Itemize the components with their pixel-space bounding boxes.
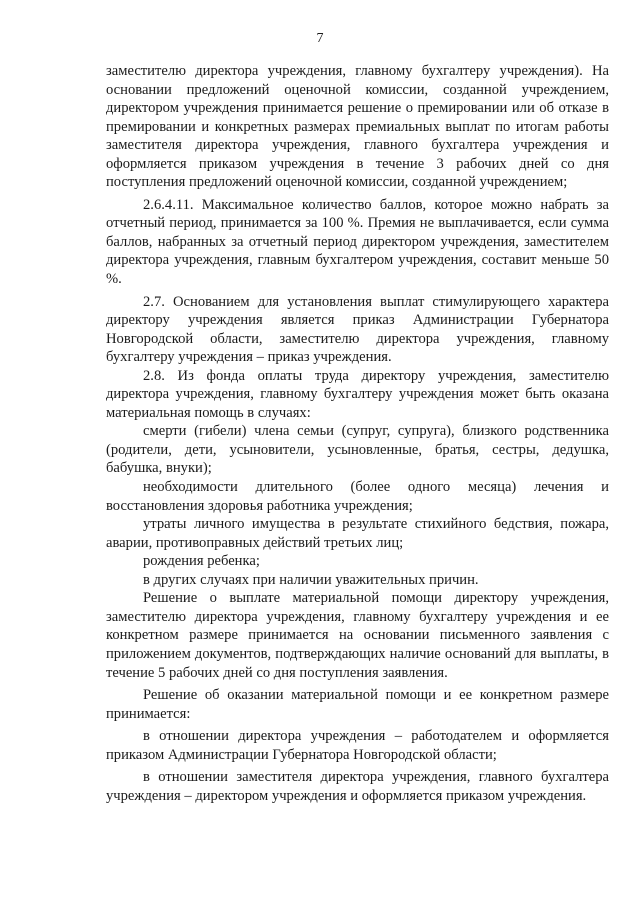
list-item-director: в отношении директора учреждения – работодателем и оформляется приказом Администрации Губернатора Новгородской области; bbox=[106, 728, 609, 763]
paragraph-payment-decision: Решение о выплате материальной помощи директору учреждения, заместителю директора учреждения, главному бухгалтеру учреждения и ее конкретном размере принимается на основании письменного заявления с приложением документов, подтверждающих наличие оснований для выплаты, в течение 5 рабочих дней со дня поступления заявления. bbox=[106, 590, 609, 681]
paragraph-assistance-decision: Решение об оказании материальной помощи и ее конкретном размере принимается: bbox=[106, 687, 609, 722]
paragraph-2-7: 2.7. Основанием для установления выплат стимулирующего характера директору учреждения является приказ Администрации Губернатора Новгородской области, заместителю директора учреждения, главному бухгалтеру учреждения – приказ учреждения. bbox=[106, 293, 609, 366]
list-item-property-loss: утраты личного имущества в результате стихийного бедствия, пожара, аварии, противоправных действий третьих лиц; bbox=[106, 516, 609, 551]
page-number: 7 bbox=[316, 31, 324, 46]
list-item-death: смерти (гибели) члена семьи (супруг, супруга), близкого родственника (родители, дети, усыновители, усыновленные, братья, сестры, дедушка, бабушка, внуки); bbox=[106, 423, 609, 477]
list-item-deputy: в отношении заместителя директора учреждения, главного бухгалтера учреждения – директором учреждения и оформляется приказом учреждения. bbox=[106, 769, 609, 804]
list-item-other: в других случаях при наличии уважительных причин. bbox=[143, 571, 479, 588]
list-item-treatment: необходимости длительного (более одного месяца) лечения и восстановления здоровья работника учреждения; bbox=[106, 479, 609, 514]
paragraph-continuation: заместителю директора учреждения, главному бухгалтеру учреждения). На основании предложений оценочной комиссии, созданной учреждением, директором учреждения принимается решение о премировании или об отказе в премировании и конкретных размерах премиальных выплат по итогам работы заместителя директора учреждения, главного бухгалтера учреждения и оформляется приказом учреждения в течение 3 рабочих дней со дня поступления предложений оценочной комиссии, созданной учреждением; bbox=[106, 63, 609, 191]
list-item-childbirth: рождения ребенка; bbox=[143, 553, 260, 570]
paragraph-2-8: 2.8. Из фонда оплаты труда директору учреждения, заместителю директора учреждения, главному бухгалтеру учреждения может быть оказана материальная помощь в случаях: bbox=[106, 367, 609, 421]
paragraph-2-6-4-11: 2.6.4.11. Максимальное количество баллов, которое можно набрать за отчетный период, принимается за 100 %. Премия не выплачивается, если сумма баллов, набранных за отчетный период директором учреждения, заместителем директора учреждения, главным бухгалтером учреждения, составит меньше 50 %. bbox=[106, 196, 609, 288]
document-body bbox=[106, 62, 609, 805]
